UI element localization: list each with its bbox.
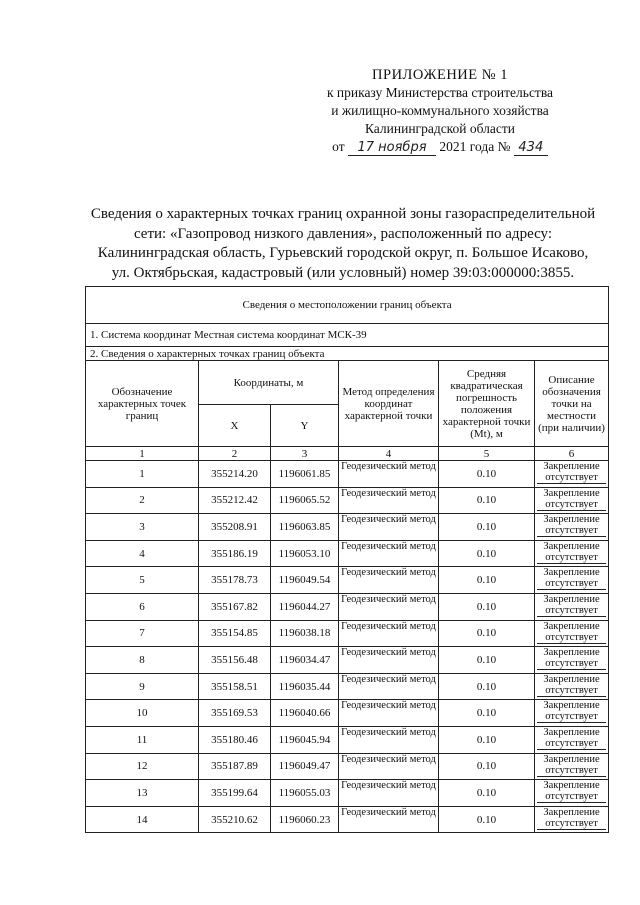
description-cell: [535, 620, 609, 647]
point-number: 9: [86, 673, 199, 700]
method-cell: Геодезический метод: [339, 806, 439, 833]
method-cell: Геодезический метод: [339, 726, 439, 753]
error-cell: 0.10: [439, 487, 535, 514]
coord-x: 355167.82: [199, 593, 271, 620]
coord-x: 355186.19: [199, 540, 271, 567]
table-row: [86, 461, 609, 488]
error-cell: 0.10: [439, 593, 535, 620]
point-number: 13: [86, 780, 199, 807]
description-text: Закрепление отсутствует: [537, 514, 606, 537]
description-text: Закрепление отсутствует: [537, 754, 606, 777]
coord-x: 355154.85: [199, 620, 271, 647]
point-number: 6: [86, 593, 199, 620]
coord-x: 355169.53: [199, 700, 271, 727]
error-cell: 0.10: [439, 620, 535, 647]
error-cell: 0.10: [439, 673, 535, 700]
table-row: [86, 726, 609, 753]
coord-x: 355210.62: [199, 806, 271, 833]
header-description: Описание обозначения точки на местности (при наличии): [535, 361, 609, 447]
header-method: Метод определения координат характерной точки: [339, 361, 439, 447]
description-text: Закрепление отсутствует: [537, 727, 606, 750]
coord-x: 355208.91: [199, 514, 271, 541]
coord-y: 1196049.54: [271, 567, 339, 594]
point-number: 12: [86, 753, 199, 780]
coord-y: 1196049.47: [271, 753, 339, 780]
point-number: 7: [86, 620, 199, 647]
col-number: 4: [339, 447, 439, 461]
description-text: Закрепление отсутствует: [537, 647, 606, 670]
coord-y: 1196034.47: [271, 647, 339, 674]
description-text: Закрепление отсутствует: [537, 461, 606, 484]
error-cell: 0.10: [439, 540, 535, 567]
point-number: 10: [86, 700, 199, 727]
date-suffix: 2021 года №: [439, 139, 511, 154]
method-cell: Геодезический метод: [339, 514, 439, 541]
coord-y: 1196060.23: [271, 806, 339, 833]
table-body: [86, 461, 609, 833]
header-designation: Обозначение характерных точек границ: [86, 361, 199, 447]
col-number: 2: [199, 447, 271, 461]
coordinate-system-row: 1. Система координат Местная система координат МСК-39: [86, 324, 609, 347]
error-cell: 0.10: [439, 514, 535, 541]
order-line-2: и жилищно-коммунального хозяйства: [331, 103, 549, 118]
description-cell: [535, 540, 609, 567]
description-cell: [535, 753, 609, 780]
appendix-header: [300, 66, 580, 156]
handwritten-order-number: 434: [514, 140, 548, 156]
method-cell: Геодезический метод: [339, 461, 439, 488]
boundary-points-table: [85, 286, 609, 833]
coord-x: 355156.48: [199, 647, 271, 674]
coord-x: 355158.51: [199, 673, 271, 700]
intro-line-2: сети: «Газопровод низкого давления», расположенный по адресу:: [133, 225, 553, 242]
point-number: 14: [86, 806, 199, 833]
description-cell: [535, 647, 609, 674]
table-row: [86, 700, 609, 727]
order-line-1: к приказу Министерства строительства: [326, 85, 554, 100]
point-number: 1: [86, 461, 199, 488]
coord-y: 1196040.66: [271, 700, 339, 727]
order-date-line: [300, 138, 580, 156]
table-row: [86, 540, 609, 567]
col-number: 3: [271, 447, 339, 461]
coord-x: 355178.73: [199, 567, 271, 594]
table-row: [86, 806, 609, 833]
point-number: 5: [86, 567, 199, 594]
description-text: Закрепление отсутствует: [537, 807, 606, 830]
col-number: 6: [535, 447, 609, 461]
description-text: Закрепление отсутствует: [537, 541, 606, 564]
order-line-3: Калининградской области: [364, 121, 516, 136]
header-error: Средняя квадратическая погрешность положения характерной точки (Mt), м: [439, 361, 535, 447]
description-text: Закрепление отсутствует: [537, 488, 606, 511]
method-cell: Геодезический метод: [339, 620, 439, 647]
intro-line-3: Калининградская область, Гурьевский городской округ, п. Большое Исаково,: [97, 245, 589, 261]
column-numbers-row: [86, 447, 609, 461]
table-caption: Сведения о местоположении границ объекта: [86, 287, 609, 324]
coord-x: 355180.46: [199, 726, 271, 753]
description-cell: [535, 514, 609, 541]
method-cell: Геодезический метод: [339, 540, 439, 567]
error-cell: 0.10: [439, 461, 535, 488]
coord-y: 1196061.85: [271, 461, 339, 488]
table-row: [86, 567, 609, 594]
header-coordinates: Координаты, м: [199, 361, 339, 405]
coord-y: 1196045.94: [271, 726, 339, 753]
method-cell: Геодезический метод: [339, 700, 439, 727]
description-cell: [535, 567, 609, 594]
table-row: [86, 753, 609, 780]
points-info-row: 2. Сведения о характерных точках границ объекта: [86, 347, 609, 361]
error-cell: 0.10: [439, 726, 535, 753]
description-cell: [535, 780, 609, 807]
description-cell: [535, 726, 609, 753]
header-y: Y: [271, 405, 339, 447]
description-cell: [535, 593, 609, 620]
coord-x: 355214.20: [199, 461, 271, 488]
description-cell: [535, 700, 609, 727]
table-row: [86, 593, 609, 620]
method-cell: Геодезический метод: [339, 753, 439, 780]
table-row: [86, 647, 609, 674]
error-cell: 0.10: [439, 780, 535, 807]
point-number: 2: [86, 487, 199, 514]
table-row: [86, 487, 609, 514]
coord-y: 1196035.44: [271, 673, 339, 700]
coord-x: 355212.42: [199, 487, 271, 514]
coord-x: 355187.89: [199, 753, 271, 780]
method-cell: Геодезический метод: [339, 647, 439, 674]
error-cell: 0.10: [439, 567, 535, 594]
method-cell: Геодезический метод: [339, 593, 439, 620]
method-cell: Геодезический метод: [339, 567, 439, 594]
method-cell: Геодезический метод: [339, 780, 439, 807]
error-cell: 0.10: [439, 806, 535, 833]
handwritten-date: 17 ноября: [348, 140, 436, 156]
coord-y: 1196063.85: [271, 514, 339, 541]
intro-line-4: ул. Октябрьская, кадастровый (или условный) номер 39:03:000000:3855.: [111, 264, 575, 281]
header-x: X: [199, 405, 271, 447]
description-text: Закрепление отсутствует: [537, 780, 606, 803]
col-number: 5: [439, 447, 535, 461]
error-cell: 0.10: [439, 647, 535, 674]
table-row: [86, 780, 609, 807]
coord-y: 1196065.52: [271, 487, 339, 514]
description-text: Закрепление отсутствует: [537, 700, 606, 723]
point-number: 8: [86, 647, 199, 674]
table-row: [86, 514, 609, 541]
date-prefix: от: [332, 139, 345, 154]
description-text: Закрепление отсутствует: [537, 621, 606, 644]
method-cell: Геодезический метод: [339, 487, 439, 514]
description-text: Закрепление отсутствует: [537, 674, 606, 697]
intro-line-1: Сведения о характерных точках границ охранной зоны газораспределительной: [90, 206, 596, 222]
description-cell: [535, 673, 609, 700]
method-cell: Геодезический метод: [339, 673, 439, 700]
coord-y: 1196053.10: [271, 540, 339, 567]
description-cell: [535, 461, 609, 488]
description-text: Закрепление отсутствует: [537, 567, 606, 590]
coord-y: 1196044.27: [271, 593, 339, 620]
description-cell: [535, 806, 609, 833]
appendix-title: ПРИЛОЖЕНИЕ № 1: [372, 67, 508, 83]
error-cell: 0.10: [439, 700, 535, 727]
point-number: 11: [86, 726, 199, 753]
point-number: 4: [86, 540, 199, 567]
col-number: 1: [86, 447, 199, 461]
description-cell: [535, 487, 609, 514]
coord-y: 1196055.03: [271, 780, 339, 807]
description-text: Закрепление отсутствует: [537, 594, 606, 617]
coord-y: 1196038.18: [271, 620, 339, 647]
table-row: [86, 673, 609, 700]
coord-x: 355199.64: [199, 780, 271, 807]
document-intro: [78, 205, 608, 283]
error-cell: 0.10: [439, 753, 535, 780]
table-row: [86, 620, 609, 647]
point-number: 3: [86, 514, 199, 541]
